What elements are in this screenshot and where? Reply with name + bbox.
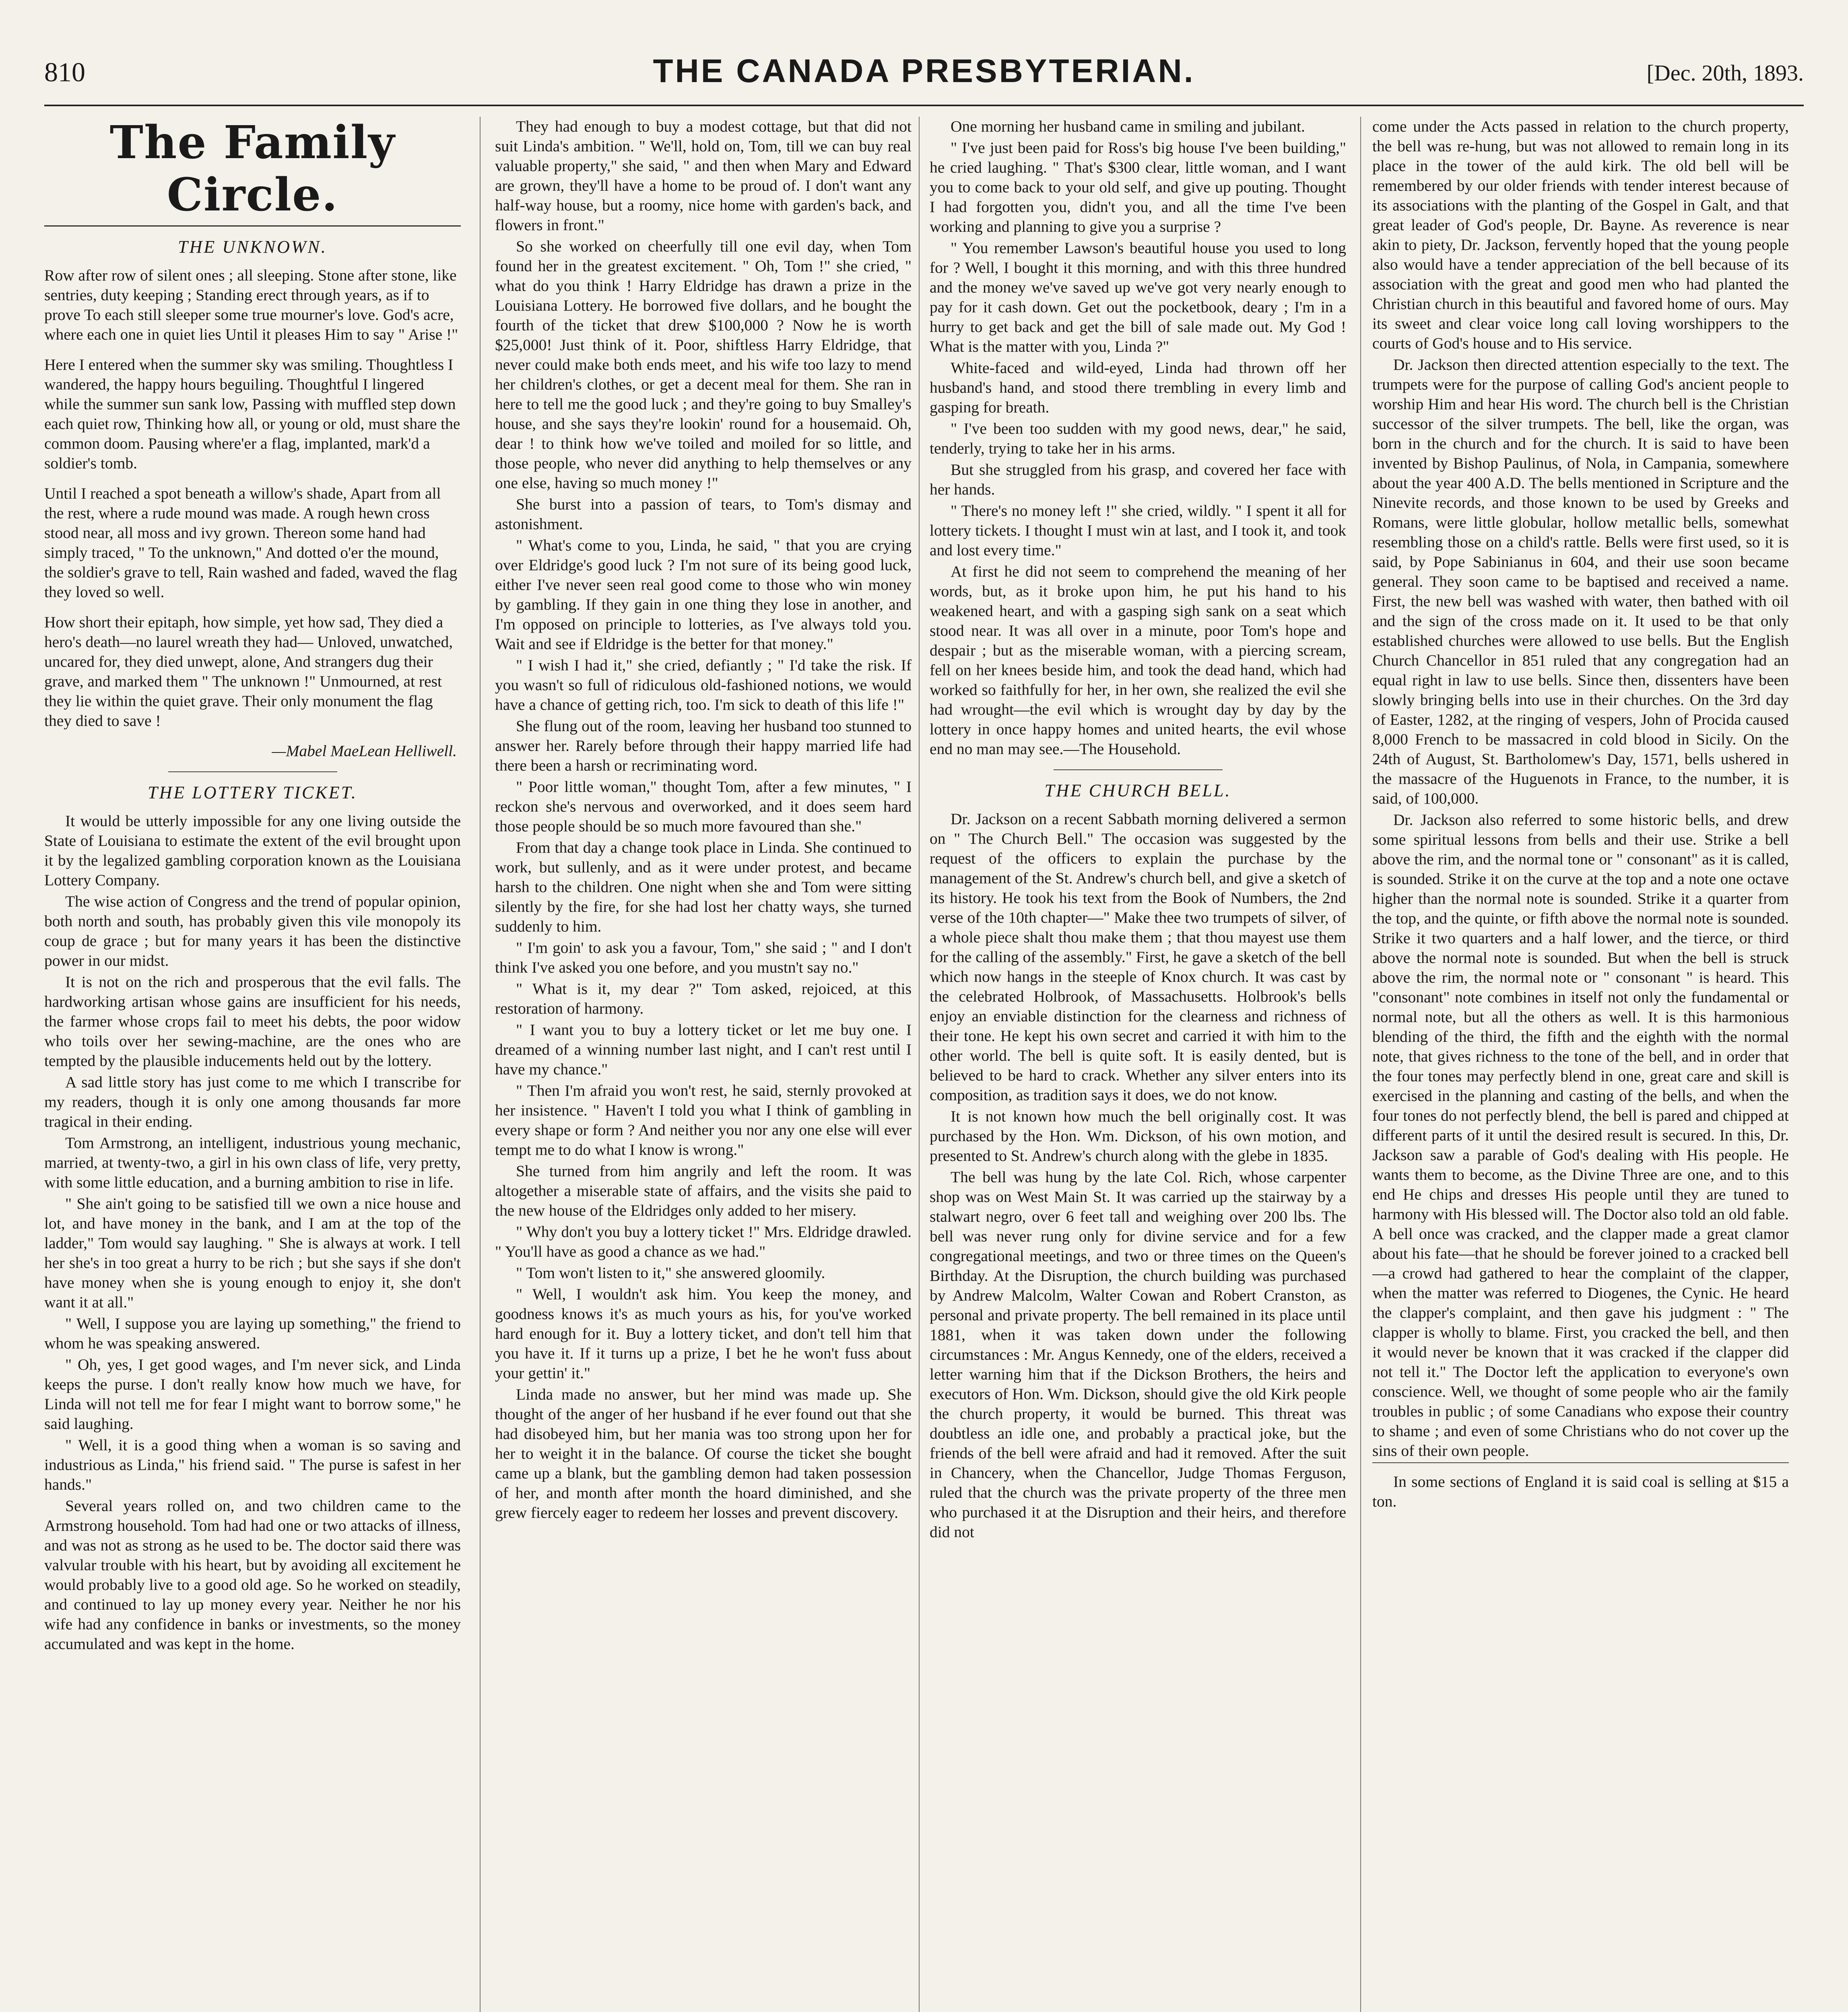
article-title: THE CHURCH BELL. — [1044, 781, 1231, 800]
paragraph: White-faced and wild-eyed, Linda had thrown off her husband's hand, and stood there trembling in every limb and gasping for breath. — [930, 359, 1346, 416]
column-3 — [930, 117, 1346, 2012]
paragraph: " There's no money left !" she cried, wildly. " I spent it all for lottery tickets. I thought I must win at last, and I took it, and took and lost every time." — [930, 502, 1346, 559]
paragraph: Dr. Jackson on a recent Sabbath morning delivered a sermon on " The Church Bell." The occasion was suggested by the request of the officers to explain the purchase by the management of the St. Andrew's church bell, and give a sketch of its history. He took his text from the Book of Numbers, the 2nd verse of the 10th chapter—" Make thee two trumpets of silver, of a whole piece shalt thou make them ; that thou mayest use them for the calling of the assembly." First, he gave a sketch of the bell which now hangs in the steeple of Knox church. It was cast by the celebrated Holbrook, of Massachusetts. Holbrook's bells enjoy an enviable distinction for the clearness and richness of their tone. He kept his own secret and carried it with him to the other world. The bell is quite soft. It is easily dented, but is believed to be hard to crack. Whether any silver enters into its composition, as tradition says it does, we do not know. — [930, 810, 1346, 1104]
poem-stanza: Row after row of silent ones ; all sleeping. Stone after stone, like sentries, duty keeping ; Standing erect through years, as if to prove To each still sleeper some true mourner's love. God's acre, where each one in quiet lies Until it pleases Him to say " Arise !" — [44, 266, 458, 343]
section-rule — [1054, 769, 1223, 770]
paragraph: But she struggled from his grasp, and covered her face with her hands. — [930, 461, 1346, 498]
paragraph: Dr. Jackson also referred to some historic bells, and drew some spiritual lessons from bells and their use. Strike a bell above the rim, and the normal tone or " consonant" as it is called, is sounded. Strike it on the curve at the top and a note one octave higher than the normal note is sounded. Strike it a quarter from the top, and the quinte, or fifth above the normal note is sounded. Strike it two quarters and a half lower, and the tierce, or third above the normal note is sounded. But when the bell is struck above the rim, the normal note or " consonant " is heard. This "consonant" note combines in itself not only the fundamental or normal note, but all the others as well. It is this harmonious blending of the third, the fifth and the eighth with the normal note, that gives richness to the tone of the bell, and in order that the four tones may perfectly blend in one, great care and skill is exercised in the planning and casting of the bells, and when the four tones do not perfectly blend, the bell is pared and chipped at different parts of it until the desired result is secured. In this, Dr. Jackson saw a parable of God's dealing with His people. He wants them to become, as the Divine Three are one, and to this end He chips and dresses His people until they are tuned to harmony with His blessed will. The Doctor also told an old fable. A bell once was cracked, and the clapper made a great clamor about his fate—that he should be forever joined to a cracked bell—a crowd had gathered to hear the complaint of the clapper, when the matter was referred to Diogenes, the Cynic. He heard the clapper's complaint, and then gave his judgment : " The clapper is wholly to blame. First, you cracked the bell, and then it would never be known that it was cracked if the clapper did not tell it." The Doctor left the application to everyone's own conscience. Well, we thought of some people who air the family troubles in public ; of some Canadians who expose their country to shame ; and even of some Christians who do not cover up the sins of their own people. — [1372, 811, 1789, 1460]
paragraph: " I've been too sudden with my good news, dear," he said, tenderly, trying to take her in his arms. — [930, 420, 1346, 457]
poem-author: —Mabel MaeLean Helliwell. — [272, 742, 457, 760]
paragraph: Several years rolled on, and two children came to the Armstrong household. Tom had had one or two attacks of illness, and was not as strong as he used to be. The doctor said there was valvular trouble with his heart, but by avoiding all excitement he would probably live to a good old age. So he worked on steadily, and continued to lay up money every year. Neither he nor his wife had any confidence in banks or investments, so the money accumulated and was kept in the home. — [44, 1497, 461, 1653]
poem-stanza: How short their epitaph, how simple, yet how sad, They died a hero's death—no laurel wreath they had— Unloved, unwatched, uncared for, they died unwept, alone, And strangers dug their grave, and marked them " The unknown !" Unmourned, at rest they lie within the quiet grave. Their only monument the flag they died to save ! — [44, 613, 453, 730]
column-divider — [919, 117, 920, 2012]
paragraph: From that day a change took place in Linda. She continued to work, but sullenly, and as it were under protest, and became harsh to the children. One night when she and Tom were sitting silently by the fire, for she had lost her chatty ways, she turned suddenly to him. — [495, 839, 912, 935]
paragraph: Tom Armstrong, an intelligent, industrious young mechanic, married, at twenty-two, a girl in his own class of life, very pretty, with some little education, and a burning ambition to rise in life. — [44, 1134, 461, 1191]
story-body — [44, 811, 461, 1654]
page-header — [44, 44, 1804, 105]
paragraph: So she worked on cheerfully till one evil day, when Tom found her in the greatest excitement. " Oh, Tom !" she cried, " what do you think ! Harry Eldridge has drawn a prize in the Louisiana Lottery. He borrowed five dollars, and he bought the fourth of the ticket that drew $100,000 ? Now he is worth $25,000! Just think of it. Poor, shiftless Harry Eldridge, that never could make both ends meet, and his wife too lazy to mend her children's clothes, or get a decent meal for them. She ran in here to tell me the good luck ; and they're going to buy Smalley's house, and she says they're lookin' round for a housemaid. Oh, dear ! to think how we've toiled and moiled for so little, and those people, who never did anything to help themselves or any one else, having so much money !" — [495, 237, 912, 492]
publication-title: THE CANADA PRESBYTERIAN. — [653, 53, 1195, 89]
paragraph: " Poor little woman," thought Tom, after a few minutes, " I reckon she's nervous and overworked, and it does seem hard those people should be so much more favoured than she." — [495, 778, 912, 835]
paragraph: She flung out of the room, leaving her husband too stunned to answer her. Rarely before through their happy married life had there been a harsh or recriminating word. — [495, 717, 912, 774]
paragraph: " You remember Lawson's beautiful house you used to long for ? Well, I bought it this morning, and with this three hundred and the money we've saved up we've got very nearly enough to pay for it cash down. Get out the pocketbook, deary ; I'm in a hurry to get back and get the bill of sale made out. My God ! What is the matter with you, Linda ?" — [930, 239, 1346, 355]
paragraph: " I want you to buy a lottery ticket or let me buy one. I dreamed of a winning number last night, and I can't rest until I have my chance." — [495, 1021, 912, 1078]
paragraph: Dr. Jackson then directed attention especially to the text. The trumpets were for the purpose of calling God's ancient people to worship Him and hear His word. The church bell is the Christian successor of the silver trumpets. The bell, like the organ, was born in the church and for the church. It is said to have been invented by Bishop Paulinus, of Nola, in Campania, somewhere about the year 400 A.D. The bells mentioned in Scripture and the Ninevite records, and those known to be used by Greeks and Romans, were little globular, hollow metallic bells, somewhat resembling those on a child's rattle. Bells were first used, so it is said, by Pope Sabinianus in 604, and their use soon became general. They soon came to be baptised and received a name. First, the new bell was washed with water, then bathed with oil and the sign of the cross made on it. It used to be that only established churches were allowed to use bells. But the English Church Chancellor in 851 ruled that any congregation had an equal right in law to use bells. Since then, dissenters have been slowly bringing bells into use in their churches. On the 3rd day of Easter, 1282, at the ringing of vespers, John of Procida caused 8,000 French to be massacred in cold blood in Sicily. On the 24th of August, St. Bartholomew's Day, 1571, bells ushered in the massacre of the Huguenots in France, to the number, it is said, of 100,000. — [1372, 356, 1789, 807]
paragraph: " I've just been paid for Ross's big house I've been building," he cried laughing. " That's $300 clear, little woman, and I want you to come back to your old self, and give up pouting. Thought I had forgotten you, didn't you, and all the time I've been working and planning to give you a surprise ? — [930, 139, 1346, 235]
column-divider — [1360, 117, 1361, 2012]
poem-title: THE UNKNOWN. — [178, 237, 327, 257]
paragraph: She turned from him angrily and left the room. It was altogether a miserable state of affairs, and the visits she paid to the new house of the Eldridges only added to her misery. — [495, 1162, 912, 1219]
poem-stanza: Until I reached a spot beneath a willow's shade, Apart from all the rest, where a rude mound was made. A rough hewn cross stood near, all moss and ivy grown. Thereon some hand had simply traced, " To the unknown," And dotted o'er the mound, the soldier's grave to tell, Rain washed and faded, waved the flag they loved so well. — [44, 484, 458, 601]
column-4 — [1372, 117, 1789, 2012]
paragraph: They had enough to buy a modest cottage, but that did not suit Linda's ambition. " We'll, hold on, Tom, till we can buy real valuable property," she said, " and then when Mary and Edward are grown, they'll have a home to be proud of. I don't want any half-way house, but a roomy, nice home with garden's back, and flowers in front." — [495, 118, 912, 234]
paragraph: It would be utterly impossible for any one living outside the State of Louisiana to estimate the extent of the evil brought upon it by the legalized gambling corporation known as the Louisiana Lottery Company. — [44, 812, 461, 889]
paragraph: " She ain't going to be satisfied till we own a nice house and lot, and have money in the bank, and I am at the top of the ladder," Tom would say laughing. " She is always at work. I tell her she's in too great a hurry to be rich ; but she says if she don't have money when she is young enough to enjoy it, she don't want it at all." — [44, 1195, 461, 1311]
paragraph: come under the Acts passed in relation to the church property, the bell was re-hung, but was not allowed to remain long in its place in the tower of the auld kirk. The old bell will be remembered by our older friends with tender interest because of its associations with the planting of the Gospel in Galt, and that great leader of God's people, Dr. Bayne. As reverence is near akin to piety, Dr. Jackson, fervently hoped that the young people also would have a tender appreciation of the bell because of its association with the great and good men who had planted the Christian church in this beautiful and favored home of ours. May its sweet and clear voice long call loving worshippers to the courts of God's house and to His service. — [1372, 118, 1789, 352]
story-title: THE LOTTERY TICKET. — [148, 783, 357, 802]
paragraph: One morning her husband came in smiling and jubilant. — [951, 118, 1305, 135]
paragraph: " I'm goin' to ask you a favour, Tom," she said ; " and I don't think I've asked you one before, and you mustn't say no." — [495, 939, 912, 976]
paragraph: At first he did not seem to comprehend the meaning of her words, but, as it broke upon him, he put his hand to his weakened heart, and with a gasping sigh sank on a seat which stood near. It was all over in a minute, poor Tom's hope and despair ; but as the miserable woman, with a piercing scream, fell on her knees beside him, and took the dead hand, which had worked so faithfully for her, in her own, she realized the evil she had wrought—the evil which is wrought day by day by the lottery in once happy homes and united hearts, the evil whose end no man may see.—The Household. — [930, 563, 1346, 758]
paragraph: A sad little story has just come to me which I transcribe for my readers, though it is only one among thousands far more tragical in their ending. — [44, 1073, 461, 1130]
paragraph: " I wish I had it," she cried, defiantly ; " I'd take the risk. If you wasn't so full of ridiculous old-fashioned notions, we would have a chance of getting rich, too. I'm sick to death of this life !" — [495, 656, 912, 713]
column-1 — [44, 117, 461, 2012]
paragraph: " Well, I suppose you are laying up something," the friend to whom he was speaking answered. — [44, 1315, 461, 1352]
paragraph: " Well, I wouldn't ask him. You keep the money, and goodness knows it's as much yours as his, for you've worked hard enough for it. Buy a lottery ticket, and don't tell him that you have it. If it turns up a prize, I bet he he won't fuss about your gettin' it." — [495, 1285, 912, 1382]
paragraph: She burst into a passion of tears, to Tom's dismay and astonishment. — [495, 495, 912, 533]
column-divider — [480, 117, 481, 2012]
section-rule — [168, 771, 337, 772]
paragraph: " What is it, my dear ?" Tom asked, rejoiced, at this restoration of harmony. — [495, 980, 912, 1017]
paragraph: " Then I'm afraid you won't rest, he said, sternly provoked at her insistence. " Haven't I told you what I think of gambling in every shape or form ? And neither you nor any one else will ever tempt me to do what I know is wrong." — [495, 1082, 912, 1159]
paragraph: It is not on the rich and prosperous that the evil falls. The hardworking artisan whose gains are insufficient for his needs, the farmer whose crops fail to meet his debts, the poor widow who toils over her sewing-machine, are the ones who are tempted by the plausible inducements held out by the lottery. — [44, 973, 461, 1070]
page-number: 810 — [44, 57, 85, 87]
paragraph: The bell was hung by the late Col. Rich, whose carpenter shop was on West Main St. It was carried up the stairway by a stalwart negro, over 6 feet tall and weighing over 200 lbs. The bell was never rung only for divine service and for a few congregational meetings, and two or three times on the Queen's Birthday. At the Disruption, the church building was purchased by Andrew Malcolm, Walter Cowan and Robert Cranston, as personal and private property. The bell remained in its place until 1881, when it was taken down under the following circumstances : Mr. Angus Kennedy, one of the elders, received a letter warning him that if the Dickson Brothers, the heirs and executors of Hon. Wm. Dickson, should give the old Kirk people the church property, it would be burned. This threat was doubtless an idle one, and probably a practical joke, but the friends of the bell were afraid and had it removed. After the suit in Chancery, when the Chancellor, Judge Thomas Ferguson, ruled that the church was the private property of the three men who purchased it at the Disruption and their heirs, and therefore did not — [930, 1168, 1346, 1541]
paragraph: " What's come to you, Linda, he said, " that you are crying over Eldridge's good luck ? I'm not sure of its being good luck, either I've never seen real good come to those who win money by gambling. If they gain in one thing they lose in another, and I'm opposed on principle to lotteries, as I've always told you. Wait and see if Eldridge is the better for that money." — [495, 536, 912, 653]
paragraph: It is not known how much the bell originally cost. It was purchased by the Hon. Wm. Dickson, of his own motion, and presented to St. Andrew's church along with the glebe in 1835. — [930, 1107, 1346, 1165]
poem-stanza: Here I entered when the summer sky was smiling. Thoughtless I wandered, the happy hours beguiling. Thoughtful I lingered while the summer sun sank low, Passing with muffled step down each quiet row, Thinking how all, or young or old, must share the common doom. Pausing where'er a flag, implanted, mark'd a soldier's tomb. — [44, 356, 460, 472]
paragraph: " Tom won't listen to it," she answered gloomily. — [516, 1264, 825, 1282]
column-2 — [495, 117, 912, 2012]
paragraph: Linda made no answer, but her mind was made up. She thought of the anger of her husband if he ever found out that she had disobeyed him, but her mania was too strong upon her for her to weight it in the balance. Of course the ticket she bought came up a blank, but the gambling demon had taken possession of her, and month after month the hoard diminished, and she grew fiercely eager to redeem her losses and prevent discovery. — [495, 1385, 912, 1521]
department-title: The Family Circle. — [44, 117, 461, 227]
header-rule — [44, 105, 1804, 106]
news-note: In some sections of England it is said coal is selling at $15 a ton. — [1372, 1462, 1789, 1511]
issue-date: [Dec. 20th, 1893. — [1646, 61, 1804, 86]
poem-body — [44, 266, 461, 731]
paragraph: " Oh, yes, I get good wages, and I'm never sick, and Linda keeps the purse. I don't really know how much we have, for Linda will not tell me for fear I might want to borrow some," he said laughing. — [44, 1356, 461, 1433]
paragraph: The wise action of Congress and the trend of popular opinion, both north and south, has probably given this vile monopoly its coup de grace ; but for many years it has been the distinctive power in our midst. — [44, 893, 461, 969]
paragraph: " Why don't you buy a lottery ticket !" Mrs. Eldridge drawled. " You'll have as good a chance as we had." — [495, 1223, 912, 1260]
paragraph: " Well, it is a good thing when a woman is so saving and industrious as Linda," his friend said. " The purse is safest in her hands." — [44, 1436, 461, 1493]
